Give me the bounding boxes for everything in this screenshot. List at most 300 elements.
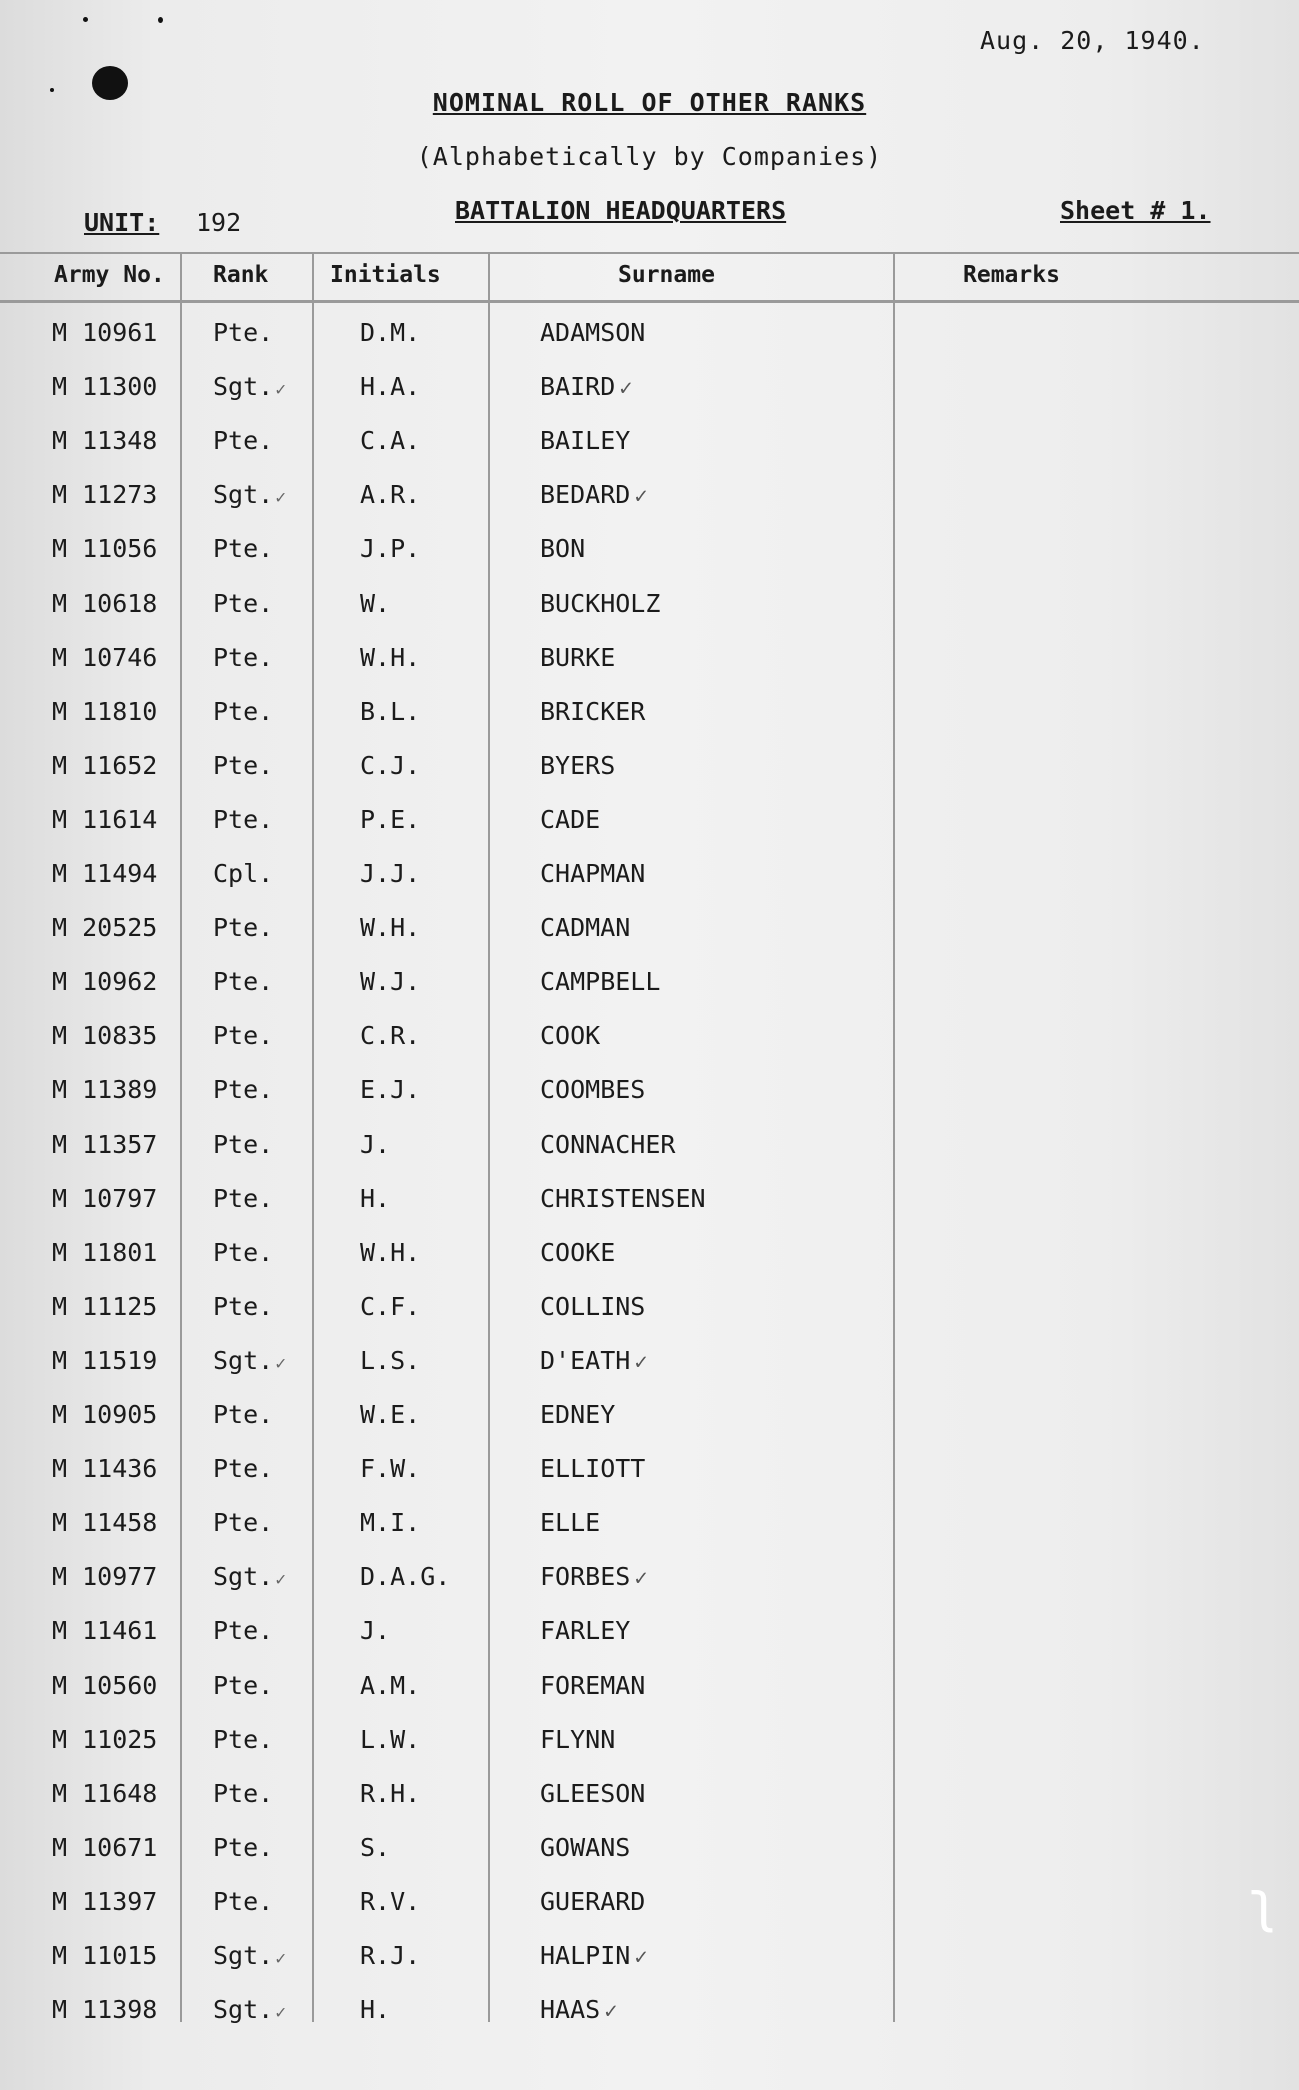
rank-cell (213, 1725, 273, 1754)
army-number-cell (52, 534, 157, 563)
surname-cell (540, 643, 615, 672)
rank-cell-text: Pte. (213, 1616, 274, 1646)
army-number-cell (52, 1562, 157, 1591)
table-row (0, 1278, 1299, 1332)
initials-cell-text: M.I. (360, 1508, 421, 1538)
army-number-cell (52, 1995, 157, 2024)
table-row (0, 520, 1299, 574)
table-row (0, 1981, 1299, 2035)
initials-cell-text: J. (360, 1616, 391, 1646)
table-row (0, 737, 1299, 791)
initials-cell-text: C.A. (360, 426, 421, 456)
surname-cell-text: HALPIN (540, 1941, 631, 1970)
rank-cell-text: Pte. (213, 804, 274, 834)
surname-cell-text: FORBES (540, 1562, 631, 1592)
initials-cell (360, 1238, 420, 1267)
rank-cell-text: Sgt. (213, 1345, 274, 1375)
initials-cell-text: C.F. (360, 1291, 421, 1321)
table-row (0, 1711, 1299, 1765)
table-row (0, 1224, 1299, 1278)
surname-cell-text: GOWANS (540, 1832, 631, 1862)
initials-cell (360, 1400, 420, 1429)
army-number-cell (52, 1400, 157, 1429)
surname-cell (540, 426, 630, 455)
army-number-cell-text: M 11398 (52, 1995, 158, 2025)
army-number-cell-text: M 11801 (52, 1237, 158, 1267)
table-row (0, 953, 1299, 1007)
army-number-cell-text: M 11389 (52, 1075, 158, 1105)
check-mark-icon: ✓ (275, 1352, 287, 1374)
surname-cell-text: CAMPBELL (540, 967, 661, 997)
army-number-cell-text: M 11357 (52, 1129, 158, 1159)
initials-cell (360, 1616, 390, 1645)
table-row (0, 466, 1299, 520)
initials-cell-text: H.A. (360, 372, 421, 402)
rank-cell-text: Sgt. (213, 1941, 274, 1970)
table-row (0, 358, 1299, 412)
rank-cell-text: Pte. (213, 1237, 274, 1267)
column-header-surname: Surname (618, 262, 715, 288)
army-number-cell (52, 1346, 157, 1375)
initials-cell-text: R.V. (360, 1886, 421, 1916)
army-number-cell (52, 1454, 157, 1483)
army-number-cell (52, 1292, 157, 1321)
rank-cell (213, 805, 273, 834)
army-number-cell (52, 751, 157, 780)
rank-cell-text: Pte. (213, 1400, 274, 1429)
surname-cell-text: BEDARD (540, 480, 631, 510)
ink-speck (158, 17, 163, 23)
initials-cell-text: L.W. (360, 1724, 421, 1754)
rank-cell (213, 1021, 273, 1050)
rank-cell (213, 1779, 273, 1808)
initials-cell-text: R.H. (360, 1778, 421, 1808)
surname-cell (540, 534, 585, 563)
initials-cell-text: S. (360, 1832, 391, 1862)
table-row (0, 1602, 1299, 1656)
table-row (0, 1116, 1299, 1170)
army-number-cell-text: M 11015 (52, 1941, 158, 1970)
surname-cell (540, 1021, 600, 1050)
army-number-cell (52, 1021, 157, 1050)
initials-cell (360, 913, 420, 942)
table-row (0, 1819, 1299, 1873)
surname-cell (540, 1671, 645, 1700)
surname-cell-text: CADMAN (540, 913, 631, 943)
check-mark-icon: ✓ (275, 2002, 287, 2024)
table-row (0, 304, 1299, 358)
surname-cell (540, 1508, 600, 1537)
surname-cell-text: BUCKHOLZ (540, 588, 661, 618)
rank-cell-text: Pte. (213, 1724, 274, 1754)
army-number-cell (52, 589, 157, 618)
rank-cell (213, 1454, 273, 1483)
rank-cell (213, 1941, 286, 1970)
rank-cell (213, 751, 273, 780)
surname-cell (540, 1346, 648, 1375)
rank-cell-text: Pte. (213, 642, 274, 672)
initials-cell-text: L.S. (360, 1345, 421, 1375)
rank-cell-text: Pte. (213, 1886, 274, 1916)
rank-cell (213, 1887, 273, 1916)
initials-cell-text: C.R. (360, 1021, 421, 1051)
initials-cell (360, 426, 420, 455)
surname-cell-text: COOMBES (540, 1075, 646, 1105)
surname-cell (540, 1238, 615, 1267)
surname-cell (540, 1454, 645, 1483)
army-number-cell (52, 1616, 157, 1645)
column-header-army-no: Army No. (54, 262, 165, 288)
sheet-number: Sheet # 1. (1060, 196, 1211, 225)
rank-cell-text: Pte. (213, 1021, 274, 1051)
rank-cell (213, 589, 273, 618)
rank-cell-text: Sgt. (213, 1995, 274, 2025)
army-number-cell (52, 1833, 157, 1862)
army-number-cell (52, 1725, 157, 1754)
rank-cell-text: Pte. (213, 1670, 274, 1700)
initials-cell-text: W.J. (360, 967, 421, 997)
surname-cell (540, 1725, 615, 1754)
army-number-cell (52, 426, 157, 455)
army-number-cell-text: M 10835 (52, 1021, 158, 1051)
rank-cell (213, 643, 273, 672)
initials-cell-text: B.L. (360, 696, 421, 726)
army-number-cell-text: M 11436 (52, 1454, 158, 1484)
surname-cell-text: ELLE (540, 1508, 601, 1538)
initials-cell (360, 751, 420, 780)
initials-cell (360, 589, 390, 618)
initials-cell-text: A.M. (360, 1670, 421, 1700)
rank-cell (213, 534, 273, 563)
rank-cell (213, 1346, 286, 1375)
initials-cell-text: W.E. (360, 1400, 421, 1429)
initials-cell (360, 1671, 420, 1700)
margin-mark: ʅ (1250, 1870, 1276, 1935)
surname-cell-text: HAAS (540, 1995, 601, 2025)
surname-cell-text: BAILEY (540, 426, 631, 456)
initials-cell-text: P.E. (360, 804, 421, 834)
initials-cell-text: R.J. (360, 1941, 421, 1970)
rank-cell (213, 480, 286, 509)
table-row (0, 899, 1299, 953)
rank-cell-text: Pte. (213, 696, 274, 726)
document-subtitle: (Alphabetically by Companies) (416, 142, 883, 171)
initials-cell-text: H. (360, 1183, 391, 1213)
initials-cell-text: E.J. (360, 1075, 421, 1105)
header-bottom-rule (0, 300, 1299, 303)
check-mark-icon: ✓ (275, 379, 287, 401)
rank-cell (213, 697, 273, 726)
unit-label: UNIT: (84, 208, 160, 237)
initials-cell (360, 1779, 420, 1808)
table-row (0, 1927, 1299, 1981)
initials-cell-text: W.H. (360, 913, 421, 943)
rank-cell (213, 1130, 273, 1159)
army-number-cell-text: M 10977 (52, 1562, 158, 1592)
check-mark-icon: ✓ (604, 1999, 618, 2025)
army-number-cell-text: M 20525 (52, 913, 158, 943)
initials-cell-text: J.J. (360, 859, 421, 888)
table-row (0, 683, 1299, 737)
initials-cell (360, 1995, 390, 2024)
rank-cell (213, 1238, 273, 1267)
surname-cell-text: CADE (540, 804, 601, 834)
check-mark-icon: ✓ (634, 1945, 648, 1970)
rank-cell-text: Sgt. (213, 1562, 274, 1592)
table-top-rule (0, 252, 1299, 254)
army-number-cell (52, 1130, 157, 1159)
army-number-cell (52, 318, 157, 347)
surname-cell-text: CONNACHER (540, 1129, 676, 1159)
army-number-cell (52, 1238, 157, 1267)
rank-cell-text: Pte. (213, 750, 274, 780)
surname-cell-text: GLEESON (540, 1778, 646, 1808)
column-header-initials: Initials (330, 262, 441, 288)
table-row (0, 1494, 1299, 1548)
initials-cell (360, 1184, 390, 1213)
army-number-cell-text: M 10746 (52, 642, 158, 672)
rank-cell-text: Pte. (213, 534, 274, 564)
initials-cell (360, 1021, 420, 1050)
army-number-cell-text: M 11348 (52, 426, 158, 456)
initials-cell (360, 372, 420, 401)
surname-cell-text: FARLEY (540, 1616, 631, 1646)
table-row (0, 1332, 1299, 1386)
surname-cell-text: GUERARD (540, 1886, 646, 1916)
initials-cell (360, 1725, 420, 1754)
surname-cell-text: BYERS (540, 750, 616, 780)
surname-cell-text: BURKE (540, 642, 616, 672)
initials-cell (360, 1454, 420, 1483)
surname-cell (540, 1995, 617, 2024)
army-number-cell (52, 1508, 157, 1537)
surname-cell-text: COOK (540, 1021, 601, 1051)
surname-cell (540, 372, 633, 401)
army-number-cell (52, 967, 157, 996)
initials-cell (360, 1292, 420, 1321)
table-row (0, 1657, 1299, 1711)
army-number-cell-text: M 11025 (52, 1724, 158, 1754)
rank-cell-text: Pte. (213, 1832, 274, 1862)
initials-cell (360, 1941, 420, 1970)
surname-cell-text: FOREMAN (540, 1670, 646, 1700)
surname-cell (540, 480, 648, 509)
check-mark-icon: ✓ (634, 484, 648, 510)
initials-cell (360, 1346, 420, 1375)
rank-cell (213, 1995, 286, 2024)
army-number-cell-text: M 11125 (52, 1291, 158, 1321)
rank-cell-text: Pte. (213, 967, 274, 997)
initials-cell (360, 1887, 420, 1916)
ink-speck (83, 17, 88, 22)
army-number-cell-text: M 11397 (52, 1886, 158, 1916)
rank-cell (213, 913, 273, 942)
army-number-cell-text: M 11458 (52, 1508, 158, 1538)
army-number-cell (52, 1184, 157, 1213)
initials-cell-text: A.R. (360, 480, 421, 510)
check-mark-icon: ✓ (634, 1566, 648, 1592)
army-number-cell (52, 1075, 157, 1104)
rank-cell (213, 859, 273, 888)
surname-cell (540, 1075, 645, 1104)
initials-cell (360, 1508, 420, 1537)
initials-cell-text: J.P. (360, 534, 421, 564)
surname-cell (540, 1130, 675, 1159)
surname-cell-text: COOKE (540, 1237, 616, 1267)
table-row (0, 1170, 1299, 1224)
army-number-cell-text: M 10961 (52, 318, 158, 347)
table-row (0, 1765, 1299, 1819)
initials-cell (360, 534, 420, 563)
table-row (0, 1007, 1299, 1061)
column-header-rank: Rank (213, 262, 269, 288)
army-number-cell (52, 1779, 157, 1808)
initials-cell (360, 643, 420, 672)
rank-cell (213, 1292, 273, 1321)
table-row (0, 1061, 1299, 1115)
army-number-cell-text: M 11648 (52, 1778, 158, 1808)
surname-cell-text: BAIRD (540, 372, 616, 402)
rank-cell-text: Pte. (213, 1183, 274, 1213)
table-row (0, 1386, 1299, 1440)
initials-cell-text: W.H. (360, 1237, 421, 1267)
army-number-cell-text: M 10560 (52, 1670, 158, 1700)
army-number-cell-text: M 10618 (52, 588, 158, 618)
army-number-cell-text: M 10962 (52, 967, 158, 997)
rank-cell (213, 1075, 273, 1104)
check-mark-icon: ✓ (619, 376, 633, 402)
rank-cell-text: Sgt. (213, 480, 274, 510)
rank-cell-text: Pte. (213, 318, 274, 347)
army-number-cell-text: M 10905 (52, 1400, 158, 1429)
army-number-cell (52, 805, 157, 834)
table-row (0, 575, 1299, 629)
surname-cell-text: CHAPMAN (540, 859, 646, 888)
surname-cell (540, 751, 615, 780)
rank-cell-text: Cpl. (213, 859, 274, 888)
rank-cell (213, 372, 286, 401)
rank-cell-text: Pte. (213, 426, 274, 456)
army-number-cell (52, 643, 157, 672)
rank-cell (213, 1508, 273, 1537)
surname-cell (540, 967, 660, 996)
table-row (0, 1440, 1299, 1494)
rank-cell (213, 1833, 273, 1862)
surname-cell (540, 1616, 630, 1645)
table-row (0, 1548, 1299, 1602)
surname-cell-text: EDNEY (540, 1400, 616, 1429)
company-heading: BATTALION HEADQUARTERS (455, 196, 787, 225)
rank-cell-text: Pte. (213, 588, 274, 618)
initials-cell (360, 805, 420, 834)
surname-cell (540, 859, 645, 888)
initials-cell (360, 480, 420, 509)
check-mark-icon: ✓ (275, 1569, 287, 1591)
army-number-cell-text: M 11652 (52, 750, 158, 780)
army-number-cell-text: M 11494 (52, 859, 158, 888)
document-date: Aug. 20, 1940. (980, 26, 1205, 55)
surname-cell (540, 1833, 630, 1862)
initials-cell-text: J. (360, 1129, 391, 1159)
rank-cell (213, 426, 273, 455)
surname-cell (540, 589, 660, 618)
surname-cell-text: ADAMSON (540, 318, 646, 347)
army-number-cell (52, 1887, 157, 1916)
surname-cell-text: BON (540, 534, 586, 564)
initials-cell (360, 1833, 390, 1862)
surname-cell (540, 1941, 648, 1970)
army-number-cell (52, 859, 157, 888)
surname-cell (540, 318, 645, 347)
table-row (0, 1873, 1299, 1927)
army-number-cell (52, 1941, 157, 1970)
surname-cell (540, 913, 630, 942)
surname-cell-text: BRICKER (540, 696, 646, 726)
initials-cell-text: W.H. (360, 642, 421, 672)
rank-cell (213, 1616, 273, 1645)
surname-cell (540, 1184, 706, 1213)
table-row (0, 791, 1299, 845)
initials-cell-text: F.W. (360, 1454, 421, 1484)
army-number-cell-text: M 11300 (52, 372, 158, 402)
surname-cell (540, 1562, 648, 1591)
rank-cell-text: Pte. (213, 1508, 274, 1538)
initials-cell (360, 1562, 450, 1591)
rank-cell-text: Sgt. (213, 372, 274, 402)
rank-cell-text: Pte. (213, 1075, 274, 1105)
surname-cell (540, 1887, 645, 1916)
army-number-cell-text: M 11810 (52, 696, 158, 726)
initials-cell (360, 1130, 390, 1159)
initials-cell-text: W. (360, 588, 391, 618)
surname-cell (540, 1292, 645, 1321)
army-number-cell-text: M 11614 (52, 804, 158, 834)
army-number-cell-text: M 11461 (52, 1616, 158, 1646)
rank-cell (213, 1184, 273, 1213)
initials-cell (360, 318, 420, 347)
surname-cell-text: CHRISTENSEN (540, 1183, 706, 1213)
check-mark-icon: ✓ (275, 487, 287, 509)
surname-cell (540, 1779, 645, 1808)
army-number-cell-text: M 10797 (52, 1183, 158, 1213)
table-row (0, 412, 1299, 466)
army-number-cell (52, 1671, 157, 1700)
table-row (0, 845, 1299, 899)
surname-cell (540, 697, 645, 726)
army-number-cell (52, 697, 157, 726)
check-mark-icon: ✓ (275, 1948, 287, 1969)
army-number-cell (52, 913, 157, 942)
initials-cell-text: D.M. (360, 318, 421, 347)
army-number-cell (52, 480, 157, 509)
rank-cell-text: Pte. (213, 1454, 274, 1484)
rank-cell (213, 1562, 286, 1591)
rank-cell-text: Pte. (213, 1778, 274, 1808)
rank-cell-text: Pte. (213, 1129, 274, 1159)
surname-cell (540, 1400, 615, 1429)
initials-cell-text: H. (360, 1995, 391, 2025)
column-header-remarks: Remarks (963, 262, 1060, 288)
check-mark-icon: ✓ (634, 1349, 648, 1375)
initials-cell (360, 697, 420, 726)
army-number-cell-text: M 11056 (52, 534, 158, 564)
rank-cell (213, 1671, 273, 1700)
document-title: NOMINAL ROLL OF OTHER RANKS (432, 88, 867, 117)
rank-cell (213, 318, 273, 347)
initials-cell-text: D.A.G. (360, 1562, 451, 1592)
army-number-cell (52, 372, 157, 401)
rank-cell (213, 967, 273, 996)
